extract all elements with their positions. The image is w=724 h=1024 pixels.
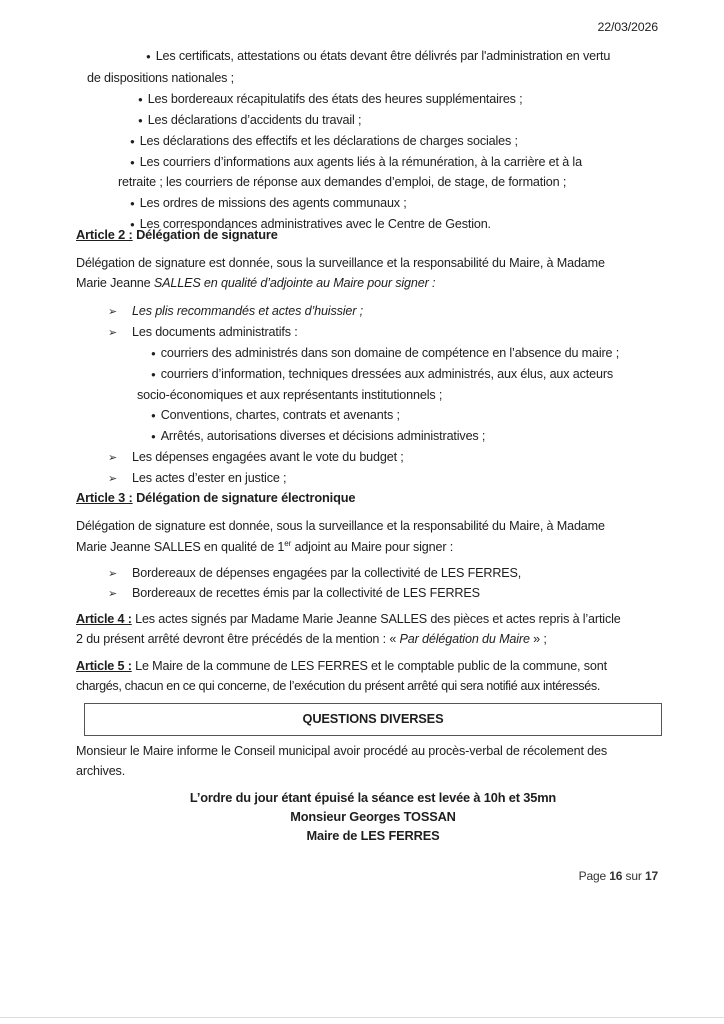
arrow-bullet-icon: ➢	[108, 588, 118, 600]
list-item: ● Les bordereaux récapitulatifs des états des heures supplémentaires ;	[138, 92, 523, 106]
section-title-box	[84, 703, 662, 736]
questions-diverses-text-line2: archives.	[76, 764, 126, 778]
bullet-icon	[151, 367, 161, 381]
closing-statement: L’ordre du jour étant épuisé la séance est levée à 10h et 35mn	[189, 790, 557, 805]
signatory-name: Monsieur Georges TOSSAN	[290, 809, 456, 824]
page-number: Page 16 sur 17	[578, 869, 658, 883]
arrow-bullet-icon: ➢	[108, 473, 118, 485]
section-title: QUESTIONS DIVERSES	[302, 711, 444, 726]
sub-list-item-continuation: socio-économiques et aux représentants institutionnels ;	[137, 388, 443, 402]
bullet-icon	[151, 429, 161, 443]
arrow-bullet-icon: ➢	[108, 306, 118, 318]
list-item: ● Les déclarations des effectifs et les déclarations de charges sociales ;	[130, 134, 518, 148]
arrow-bullet-icon: ➢	[108, 327, 118, 339]
article-heading: Article 2 : Délégation de signature	[76, 227, 278, 242]
bullet-icon	[138, 92, 148, 106]
sub-list-item: ● Arrêtés, autorisations diverses et décisions administratives ;	[151, 429, 485, 443]
article-heading: Article 3 : Délégation de signature électronique	[76, 490, 356, 505]
scan-edge-line	[0, 1017, 724, 1018]
article-intro: Délégation de signature est donnée, sous la surveillance et la responsabilité du Maire, à Madame	[76, 256, 605, 270]
article-intro-line2: Marie Jeanne SALLES en qualité de 1er adjoint au Maire pour signer :	[76, 539, 454, 555]
bullet-icon	[138, 113, 148, 127]
arrow-bullet-icon: ➢	[108, 568, 118, 580]
list-item: ➢ Bordereaux de dépenses engagées par la collectivité de LES FERRES,	[108, 566, 522, 580]
list-item-continuation: retraite ; les courriers de réponse aux demandes d’emploi, de stage, de formation ;	[118, 175, 567, 189]
bullet-icon	[146, 49, 156, 63]
article-5-line1: Article 5 : Le Maire de la commune de LES FERRES et le comptable public de la commune, sont	[76, 659, 607, 673]
questions-diverses-text-line1: Monsieur le Maire informe le Conseil municipal avoir procédé au procès-verbal de récolement des	[76, 744, 608, 758]
article-intro: Délégation de signature est donnée, sous la surveillance et la responsabilité du Maire, à Madame	[76, 519, 605, 533]
document-date: 22/03/2026	[597, 20, 658, 34]
bullet-icon	[130, 134, 140, 148]
signatory-title: Maire de LES FERRES	[306, 828, 440, 843]
bullet-icon	[130, 155, 140, 169]
arrow-bullet-icon: ➢	[108, 452, 118, 464]
list-item: ➢ Bordereaux de recettes émis par la collectivité de LES FERRES	[108, 586, 480, 600]
article-intro-line2: Marie Jeanne SALLES en qualité d’adjointe au Maire pour signer :	[76, 276, 436, 290]
list-item: ➢ Les dépenses engagées avant le vote du budget ;	[108, 450, 404, 464]
list-item: ➢ Les plis recommandés et actes d’huissier ;	[108, 304, 363, 318]
list-item: ● Les courriers d’informations aux agents liés à la rémunération, à la carrière et à la	[130, 155, 582, 169]
bullet-icon	[151, 346, 161, 360]
list-item-continuation: de dispositions nationales ;	[87, 71, 235, 85]
list-item: ● Les déclarations d’accidents du travail ;	[138, 113, 361, 127]
sub-list-item: ● courriers d’information, techniques dressées aux administrés, aux élus, aux acteurs	[151, 367, 613, 381]
article-5-line2: chargés, chacun en ce qui concerne, de l’exécution du présent arrêté qui sera notifié aux intéressés.	[76, 679, 601, 693]
bullet-icon	[151, 408, 161, 422]
list-item: ● Les certificats, attestations ou états devant être délivrés par l'administration en vertu	[146, 49, 661, 63]
article-4-line2: 2 du présent arrêté devront être précédés de la mention : « Par délégation du Maire » ;	[76, 632, 547, 646]
sub-list-item: ● courriers des administrés dans son domaine de compétence en l’absence du maire ;	[151, 346, 619, 360]
list-item: ➢ Les actes d’ester en justice ;	[108, 471, 287, 485]
list-item: ➢ Les documents administratifs :	[108, 325, 298, 339]
bullet-icon	[130, 196, 140, 210]
sub-list-item: ● Conventions, chartes, contrats et avenants ;	[151, 408, 400, 422]
list-item: ● Les ordres de missions des agents communaux ;	[130, 196, 407, 210]
article-4-line1: Article 4 : Les actes signés par Madame Marie Jeanne SALLES des pièces et actes repris à l’article	[76, 612, 621, 626]
list-item: ● Les correspondances administratives avec le Centre de Gestion.	[130, 217, 491, 231]
